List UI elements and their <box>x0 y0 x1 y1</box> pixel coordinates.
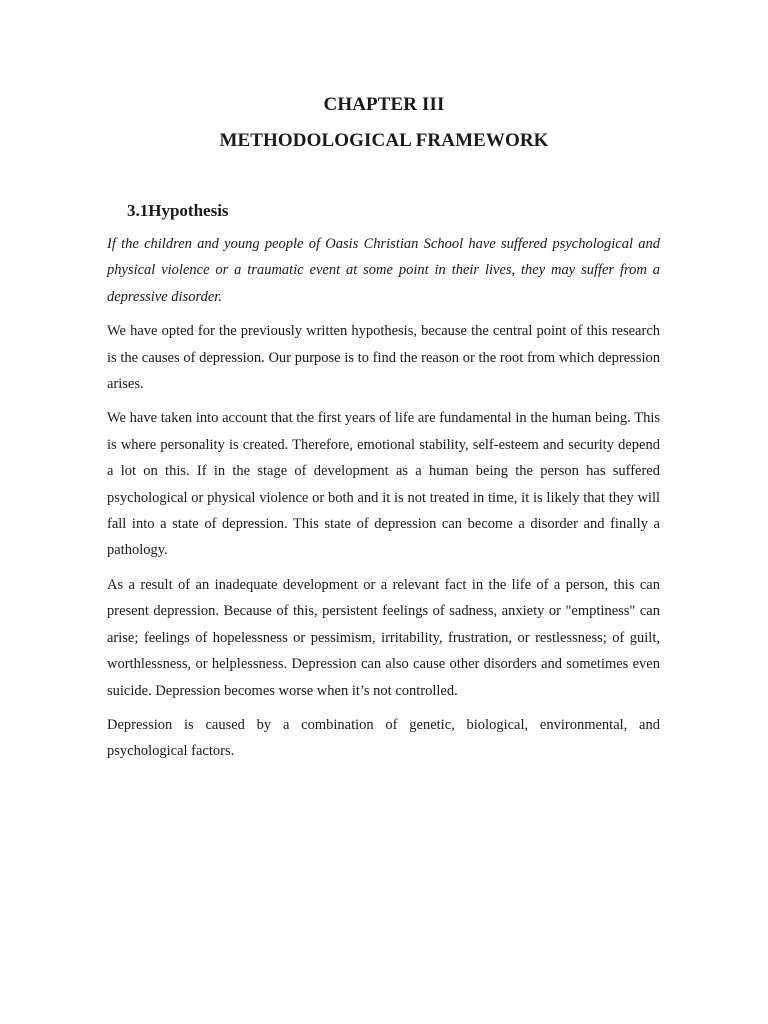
paragraph: We have opted for the previously written hypothesis, because the central point of this research is the causes of depression. Our purpose is to find the reason or the root from which depression arises. <box>107 323 660 393</box>
section-heading: 3.1Hypothesis <box>127 201 229 220</box>
body-text <box>107 231 660 773</box>
paragraph: Depression is caused by a combination of genetic, biological, environmental, and psychological factors. <box>107 716 660 760</box>
chapter-title: CHAPTER III <box>323 94 445 115</box>
paragraph: As a result of an inadequate development or a relevant fact in the life of a person, this can present depression. Because of this, persistent feelings of sadness, anxiety or "emptiness" can arise; feelings of hopelessness or pessimism, irritability, frustration, or restlessness; of guilt, worthlessness, or helplessness. Depression can also cause other disorders and sometimes even suicide. Depression becomes worse when it’s not controlled. <box>107 576 660 699</box>
chapter-subtitle: METHODOLOGICAL FRAMEWORK <box>219 130 549 151</box>
paragraph: We have taken into account that the first years of life are fundamental in the human being. This is where personality is created. Therefore, emotional stability, self-esteem and security depend a lot on this. If in the stage of development as a human being the person has suffered psychological or physical violence or both and it is not treated in time, it is likely that they will fall into a state of depression. This state of depression can become a disorder and finally a pathology. <box>107 410 660 559</box>
hypothesis-statement: If the children and young people of Oasis Christian School have suffered psychological and physical violence or a traumatic event at some point in their lives, they may suffer from a depressive disorder. <box>107 236 660 305</box>
